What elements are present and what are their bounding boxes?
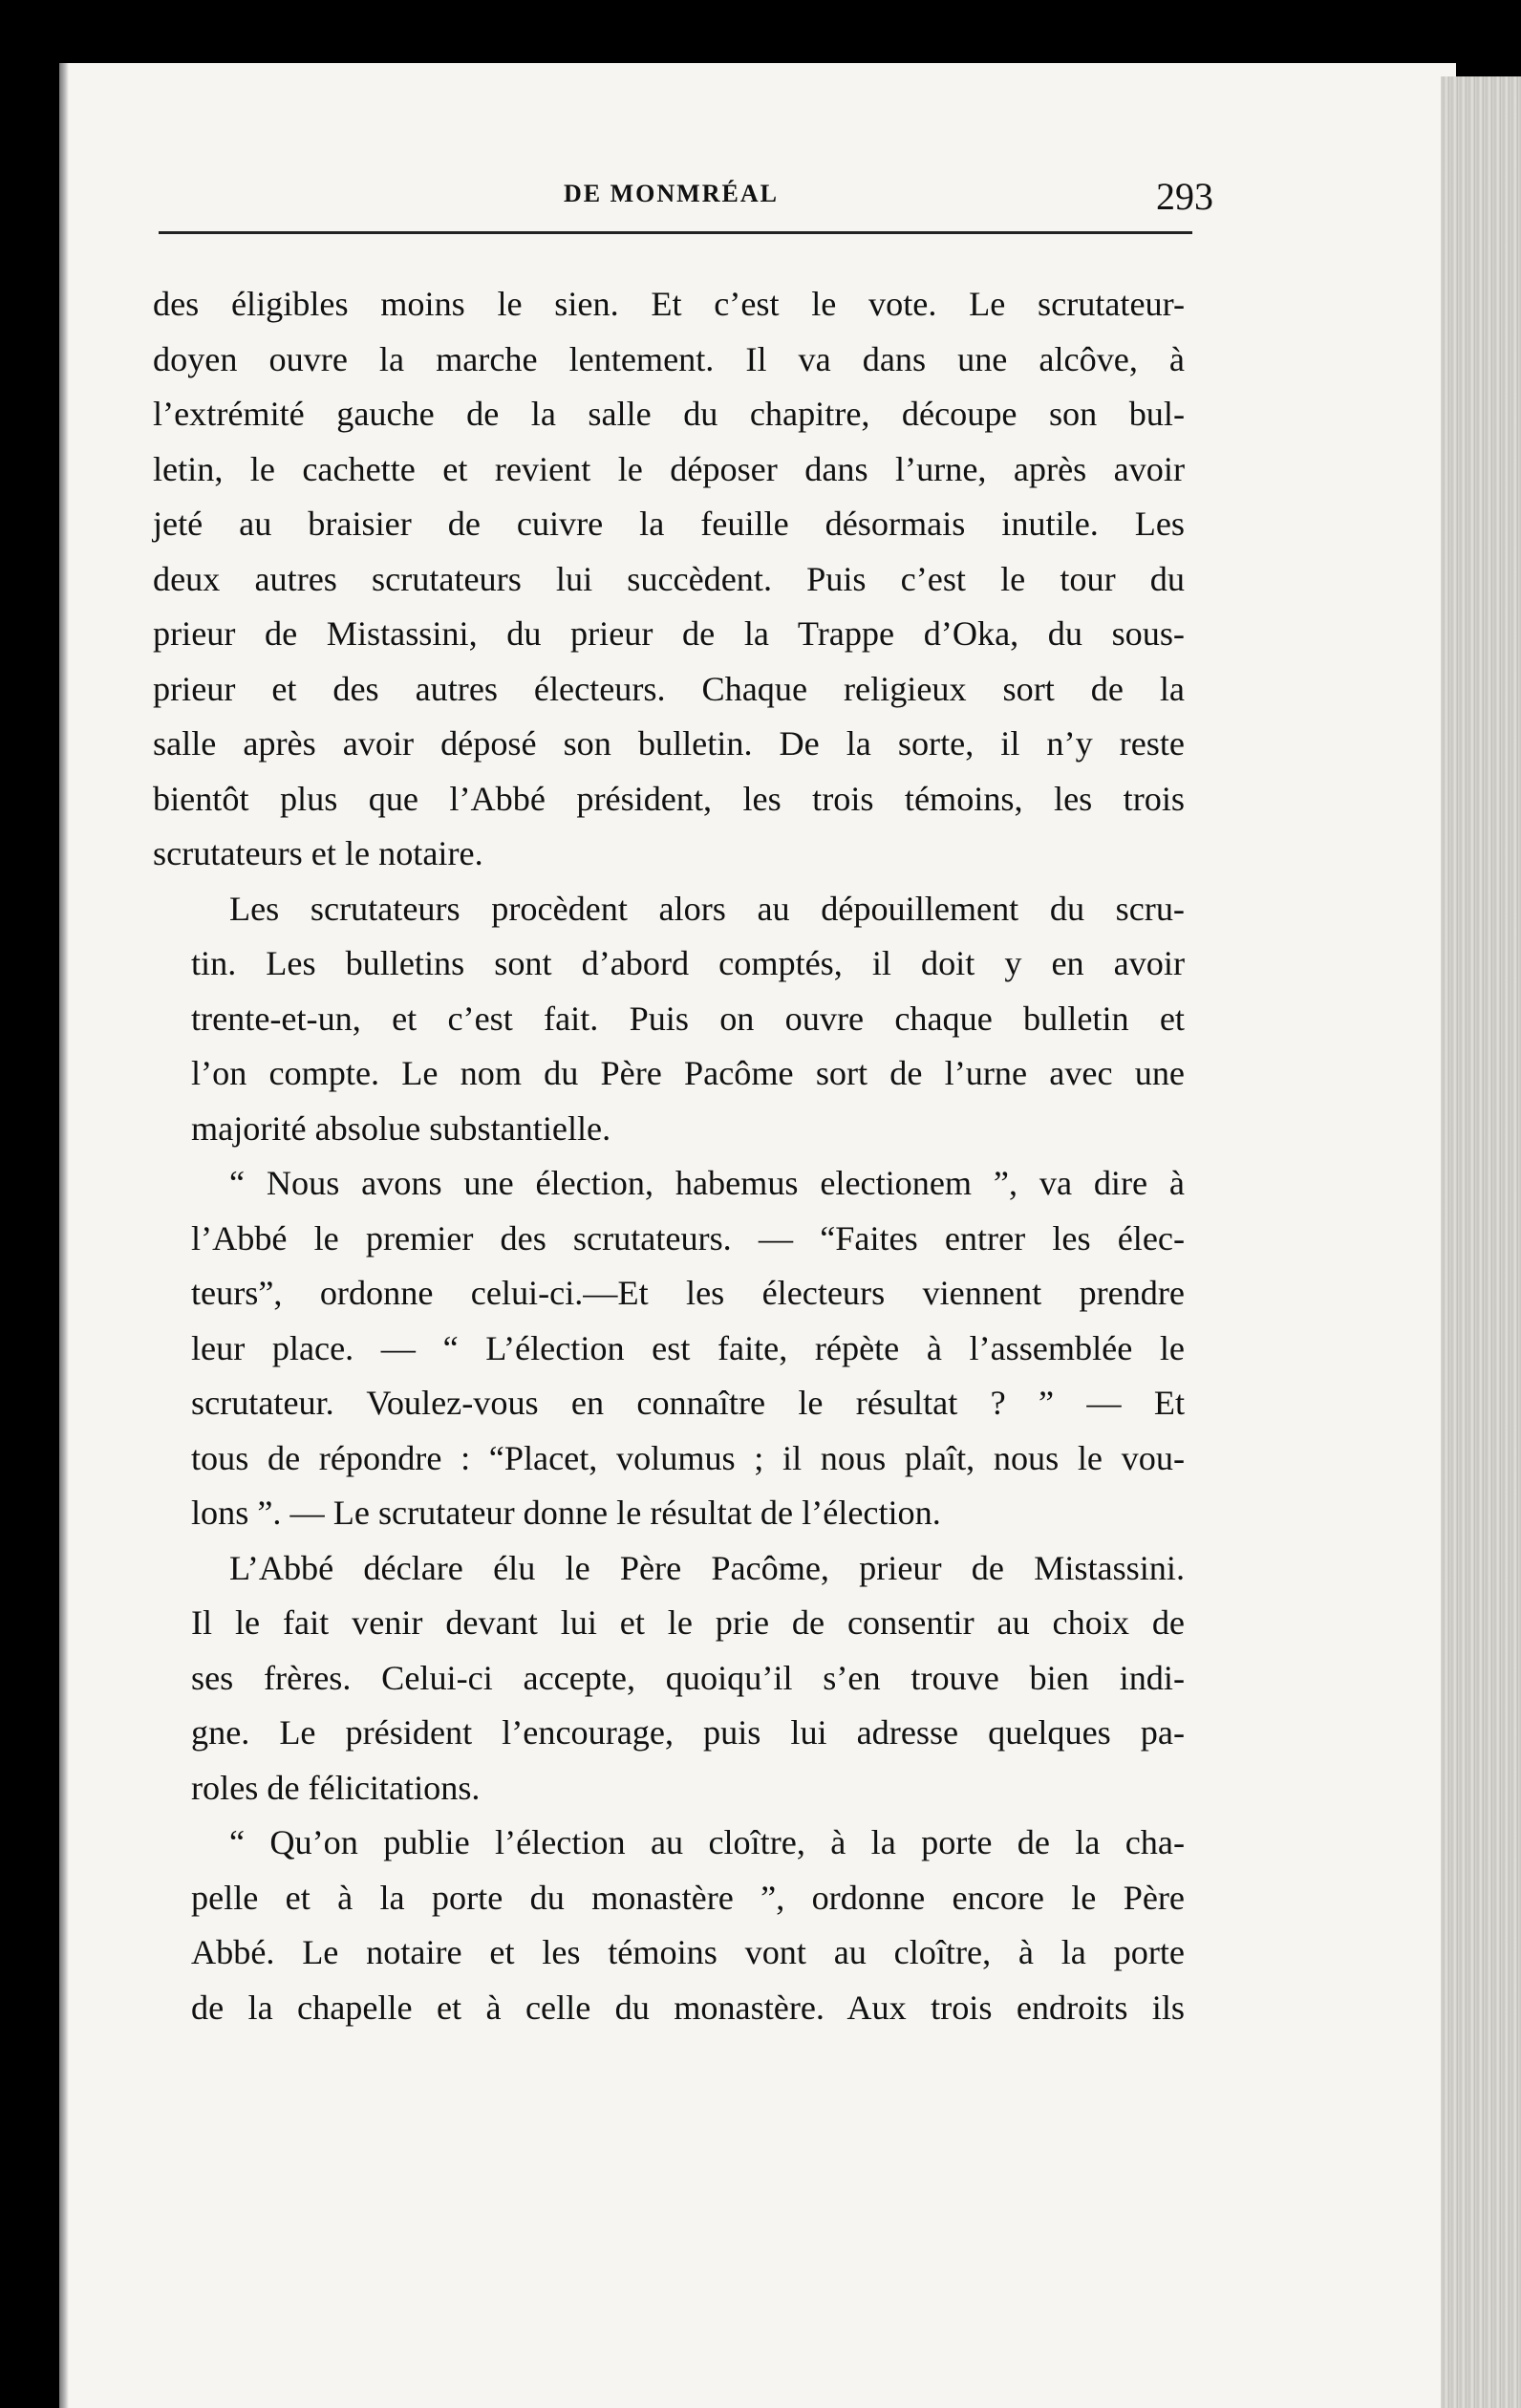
text-line: majorité absolue substantielle. (191, 1108, 611, 1148)
text-line: scrutateurs et le notaire. (153, 834, 483, 872)
text-line: deux autres scrutateurs lui succèdent. Puis c’est le tour du (153, 559, 1185, 598)
paragraph (153, 882, 1185, 1157)
text-line: letin, le cachette et revient le déposer dans l’urne, après avoir (153, 449, 1185, 488)
text-line: bientôt plus que l’Abbé président, les trois témoins, les trois (153, 779, 1185, 818)
text-line: prieur de Mistassini, du prieur de la Trappe d’Oka, du sous- (153, 614, 1185, 653)
text-line: prieur et des autres électeurs. Chaque religieux sort de la (153, 669, 1185, 708)
text-line: trente-et-un, et c’est fait. Puis on ouvre chaque bulletin et (191, 999, 1185, 1038)
text-line: roles de félicitations. (191, 1768, 481, 1807)
paragraph (153, 277, 1185, 882)
text-line: ses frères. Celui-ci accepte, quoiqu’il s’en trouve bien indi- (191, 1658, 1185, 1697)
text-line: doyen ouvre la marche lentement. Il va dans une alcôve, à (153, 339, 1185, 378)
text-line: “ Nous avons une élection, habemus electionem ”, va dire à (229, 1164, 1185, 1202)
paragraph (153, 1156, 1185, 1541)
text-line: lons ”. — Le scrutateur donne le résultat de l’élection. (191, 1494, 941, 1532)
text-line: Les scrutateurs procèdent alors au dépouillement du scru- (229, 889, 1185, 928)
text-line: l’extrémité gauche de la salle du chapitre, découpe son bul- (153, 395, 1185, 433)
text-line: des éligibles moins le sien. Et c’est le vote. Le scrutateur- (153, 285, 1185, 323)
text-line: “ Qu’on publie l’élection au cloître, à la porte de la cha- (229, 1823, 1185, 1861)
text-line: tin. Les bulletins sont d’abord comptés, il doit y en avoir (191, 944, 1185, 982)
text-line: l’on compte. Le nom du Père Pacôme sort de l’urne avec une (191, 1054, 1185, 1092)
text-line: Abbé. Le notaire et les témoins vont au cloître, à la porte (191, 1933, 1185, 1971)
running-head (153, 168, 1213, 218)
text-line: Il le fait venir devant lui et le prie de consentir au choix de (191, 1603, 1185, 1642)
text-line: de la chapelle et à celle du monastère. Aux trois endroits ils (191, 1988, 1185, 2027)
page-edges (1441, 76, 1521, 2408)
text-line: scrutateur. Voulez-vous en connaître le résultat ? ” — Et (191, 1384, 1185, 1422)
page-number: 293 (1156, 175, 1213, 218)
header-rule (159, 231, 1192, 234)
text-line: leur place. — “ L’élection est faite, répète à l’assemblée le (191, 1328, 1185, 1367)
body-text (153, 277, 1185, 2035)
text-line: pelle et à la porte du monastère ”, ordonne encore le Père (191, 1878, 1185, 1917)
text-line: jeté au braisier de cuivre la feuille désormais inutile. Les (153, 505, 1185, 543)
running-title: DE MONMRÉAL (564, 180, 779, 207)
page-gutter (59, 63, 69, 2408)
text-line: teurs”, ordonne celui-ci.—Et les électeurs viennent prendre (191, 1274, 1185, 1312)
text-line: gne. Le président l’encourage, puis lui adresse quelques pa- (191, 1713, 1185, 1752)
paragraph (153, 1816, 1185, 2035)
text-line: L’Abbé déclare élu le Père Pacôme, prieur de Mistassini. (229, 1548, 1185, 1587)
paragraph (153, 1541, 1185, 1817)
text-line: tous de répondre : “Placet, volumus ; il nous plaît, nous le vou- (191, 1438, 1185, 1477)
text-line: salle après avoir déposé son bulletin. De la sorte, il n’y reste (153, 724, 1185, 763)
text-line: l’Abbé le premier des scrutateurs. — “Faites entrer les élec- (191, 1218, 1185, 1258)
